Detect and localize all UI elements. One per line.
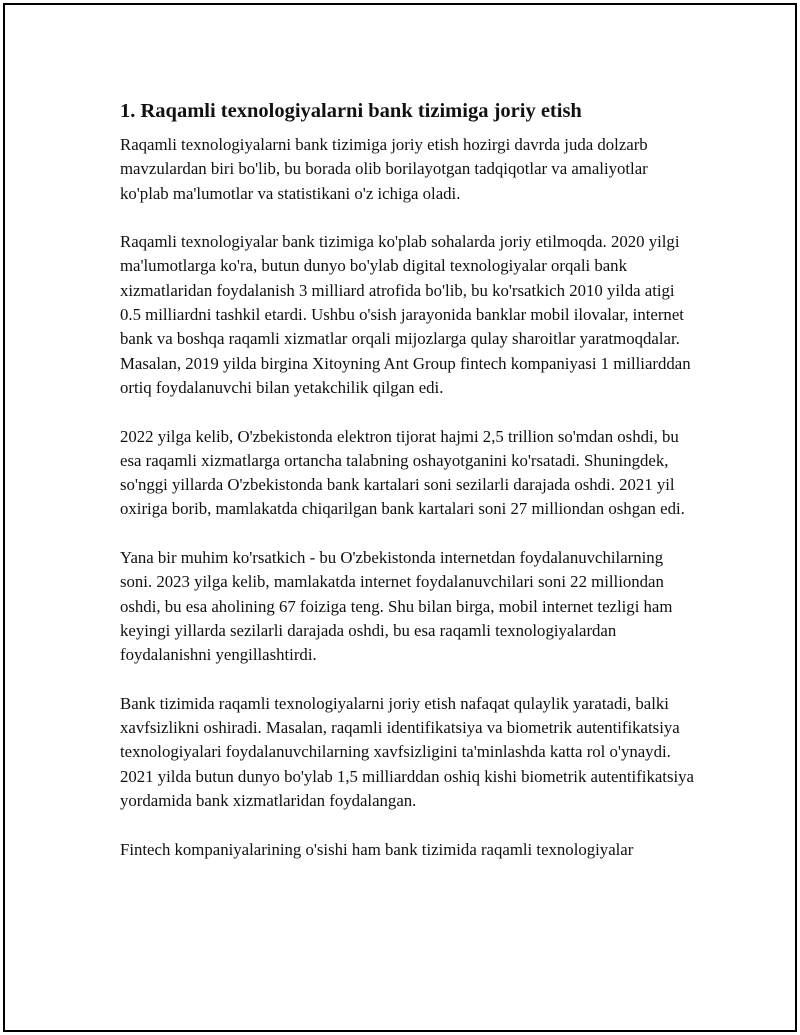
paragraph: Yana bir muhim ko'rsatkich - bu O'zbekistonda internetdan foydalanuvchilarning soni. 2023 yilga kelib, mamlakatda internet foydalanuvchilari soni 22 milliondan oshdi, bu esa aholining 67 foiziga teng. Shu bilan birga, mobil internet tezligi ham keyingi yillarda sezilarli darajada oshdi, bu esa raqamli texnologiyalardan foydalanishni yengillashtirdi.: [120, 548, 673, 665]
document-body: [120, 97, 695, 886]
page-frame: [3, 3, 797, 1032]
paragraph: Raqamli texnologiyalarni bank tizimiga joriy etish hozirgi davrda juda dolzarb mavzulardan biri bo'lib, bu borada olib borilayotgan tadqiqotlar va amaliyotlar ko'plab ma'lumotlar va statistikani o'z ichiga oladi.: [120, 135, 648, 203]
paragraph: Raqamli texnologiyalar bank tizimiga ko'plab sohalarda joriy etilmoqda. 2020 yilgi ma'lumotlarga ko'ra, butun dunyo bo'ylab digital texnologiyalar orqali bank xizmatlaridan foydalanish 3 milliard atrofida bo'lib, bu ko'rsatkich 2010 yilda atigi 0.5 milliardni tashkil etardi. Ushbu o'sish jarayonida banklar mobil ilovalar, internet bank va boshqa raqamli xizmatlar orqali mijozlarga qulay sharoitlar yaratmoqdalar. Masalan, 2019 yilda birgina Xitoyning Ant Group fintech kompaniyasi 1 milliarddan ortiq foydalanuvchi bilan yetakchilik qilgan edi.: [120, 232, 691, 397]
paragraph: Bank tizimida raqamli texnologiyalarni joriy etish nafaqat qulaylik yaratadi, balki xavfsizlikni oshiradi. Masalan, raqamli identifikatsiya va biometrik autentifikatsiya texnologiyalari foydalanuvchilarning xavfsizligini ta'minlashda katta rol o'ynaydi. 2021 yilda butun dunyo bo'ylab 1,5 milliarddan oshiq kishi biometrik autentifikatsiya yordamida bank xizmatlaridan foydalangan.: [120, 693, 694, 811]
paragraph: 2022 yilga kelib, O'zbekistonda elektron tijorat hajmi 2,5 trillion so'mdan oshdi, bu esa raqamli xizmatlarga ortancha talabning oshayotganini ko'rsatadi. Shuningdek, so'nggi yillarda O'zbekistonda bank kartalari soni sezilarli darajada oshdi. 2021 yil oxiriga borib, mamlakatda chiqarilgan bank kartalari soni 27 milliondan oshgan edi.: [120, 426, 685, 519]
document-title: 1. Raqamli texnologiyalarni bank tizimiga joriy etish: [120, 100, 582, 122]
paragraph: Fintech kompaniyalarining o'sishi ham bank tizimida raqamli texnologiyalar: [120, 839, 634, 859]
